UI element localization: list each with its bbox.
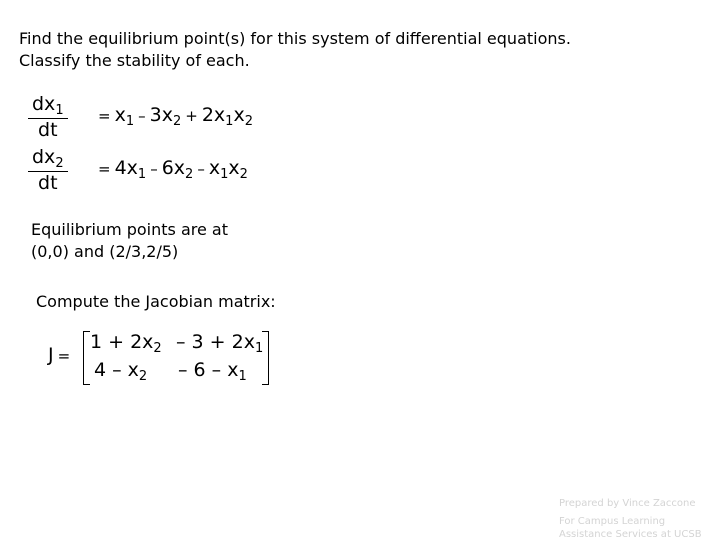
cell-sub: 1 xyxy=(238,369,247,384)
matrix-cell-r1c1 xyxy=(90,331,162,356)
term-sub: 2 xyxy=(244,114,253,129)
cell-text: 1 + 2x xyxy=(90,331,154,353)
derivative-fraction-1 xyxy=(28,93,68,141)
numerator-2-sub: 2 xyxy=(55,156,64,171)
term: x xyxy=(208,157,221,179)
numerator-1-sub: 1 xyxy=(55,103,64,118)
operator: – xyxy=(150,160,158,178)
term-sub: 2 xyxy=(239,167,248,182)
problem-statement xyxy=(19,28,571,72)
term: 6x xyxy=(161,157,186,179)
equation-1-rhs xyxy=(94,104,253,129)
matrix-cell-r2c1 xyxy=(94,359,148,384)
left-bracket xyxy=(83,331,90,385)
jacobian-equals: = xyxy=(57,347,71,365)
cell-sub: 2 xyxy=(138,369,148,384)
equation-1 xyxy=(28,93,288,139)
matrix-cell-r2c2 xyxy=(178,359,247,384)
equals-sign-2: = xyxy=(98,160,111,178)
problem-line-1: Find the equilibrium point(s) for this system of differential equations. xyxy=(19,29,571,48)
cell-sub: 1 xyxy=(254,341,264,356)
operator: + xyxy=(185,107,198,125)
operator: – xyxy=(138,107,146,125)
term-sub: 2 xyxy=(172,114,182,129)
numerator-1: dx xyxy=(32,93,56,115)
derivative-fraction-2 xyxy=(28,146,68,194)
equilibrium-line-2: (0,0) and (2/3,2/5) xyxy=(31,242,179,261)
footer-credit xyxy=(559,497,702,541)
term: x xyxy=(228,157,240,179)
term: 3x xyxy=(149,104,173,126)
term: x xyxy=(233,104,245,126)
problem-line-2: Classify the stability of each. xyxy=(19,51,250,70)
jacobian-symbol: J xyxy=(48,344,54,366)
term: 4x xyxy=(114,157,138,179)
term: x xyxy=(114,104,126,126)
cell-text: – 6 – x xyxy=(178,359,239,381)
term-sub: 1 xyxy=(137,167,147,182)
term-sub: 1 xyxy=(220,167,229,182)
cell-text: – 3 + 2x xyxy=(176,331,255,353)
footer-line-1: Prepared by Vince Zaccone xyxy=(559,498,696,509)
equilibrium-text xyxy=(31,219,228,263)
matrix-cell-r1c2 xyxy=(176,331,264,356)
term-sub: 1 xyxy=(225,114,234,129)
cell-sub: 2 xyxy=(153,341,162,356)
jacobian-label xyxy=(48,344,74,366)
term-sub: 2 xyxy=(185,167,194,182)
jacobian-heading: Compute the Jacobian matrix: xyxy=(36,292,276,311)
equilibrium-line-1: Equilibrium points are at xyxy=(31,220,228,239)
footer-line-2: For Campus Learning xyxy=(559,516,666,527)
term-sub: 1 xyxy=(125,114,135,129)
numerator-2: dx xyxy=(32,146,56,168)
operator: – xyxy=(197,160,205,178)
denominator-2: dt xyxy=(38,172,58,194)
equation-2 xyxy=(28,146,288,192)
cell-text: 4 – x xyxy=(94,359,139,381)
denominator-1: dt xyxy=(38,119,58,141)
term: 2x xyxy=(201,104,226,126)
footer-line-3: Assistance Services at UCSB xyxy=(559,529,702,540)
jacobian-matrix xyxy=(83,331,269,383)
equals-sign-1: = xyxy=(98,107,111,125)
equation-2-rhs xyxy=(94,157,248,182)
